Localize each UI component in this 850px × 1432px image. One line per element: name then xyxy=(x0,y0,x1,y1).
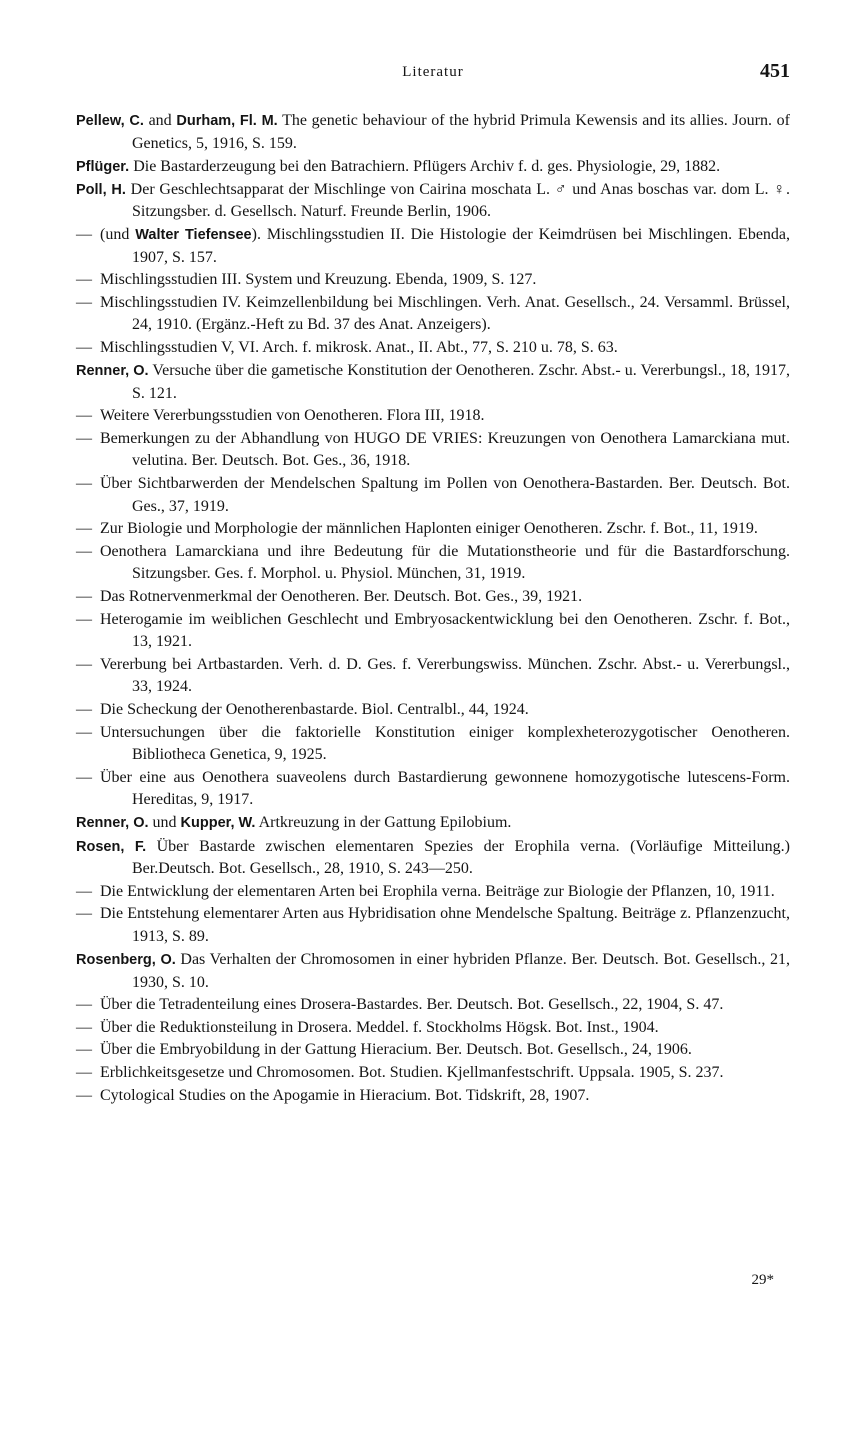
ditto-dash: — xyxy=(76,587,92,605)
entry-author: Renner, O. xyxy=(76,815,149,832)
entry-author: Renner, O. xyxy=(76,363,149,380)
bibliography-entry xyxy=(76,1085,790,1108)
bibliography-entry xyxy=(76,428,790,473)
entry-text: Das Rotnervenmerkmal der Oenotheren. Ber. Deutsch. Bot. Ges., 39, 1921. xyxy=(100,587,583,605)
printer-signature: 29* xyxy=(751,1272,774,1288)
entry-text: Über Bastarde zwischen elementaren Spezies der Erophila verna. (Vorläufige Mitteilung.) Ber.Deutsch. Bot. Gesellsch., 28, 1910, S. 243—250. xyxy=(132,837,791,878)
ditto-dash: — xyxy=(76,520,92,538)
ditto-dash: — xyxy=(76,882,92,900)
ditto-dash: — xyxy=(76,271,92,289)
bibliography-entry xyxy=(76,586,790,609)
entry-text: Erblichkeitsgesetze und Chromosomen. Bot. Studien. Kjellmanfestschrift. Uppsala. 1905, S. 237. xyxy=(100,1063,724,1081)
ditto-dash: — xyxy=(76,407,92,425)
ditto-dash: — xyxy=(76,655,92,673)
bibliography-entry xyxy=(76,994,790,1017)
bibliography-entry xyxy=(76,360,790,405)
entry-text: Oenothera Lamarckiana und ihre Bedeutung für die Mutationstheorie und für die Bastardforschung. Sitzungsber. Ges. f. Morphol. u. Physiol. München, 31, 1919. xyxy=(100,542,790,583)
bibliography-entry xyxy=(76,473,790,518)
entry-coauthor: Kupper, W. xyxy=(180,815,256,832)
bibliography-entry xyxy=(76,292,790,337)
entry-text: Über eine aus Oenothera suaveolens durch Bastardierung gewonnene homozygotische lutescens-Form. Hereditas, 9, 1917. xyxy=(100,768,790,809)
entry-text: Der Geschlechtsapparat der Mischlinge von Cairina moschata L. ♂ und Anas boschas var. dom L. ♀. Sitzungsber. d. Gesellsch. Naturf. Freunde Berlin, 1906. xyxy=(125,180,790,221)
page-number: 451 xyxy=(760,60,790,82)
entry-author: Rosen, F. xyxy=(76,838,147,855)
bibliography-entry xyxy=(76,224,790,269)
entry-coauthor: Durham, Fl. M. xyxy=(176,113,278,129)
ditto-dash: — xyxy=(76,338,92,356)
page-header xyxy=(76,60,790,90)
ditto-dash: — xyxy=(76,905,92,923)
ditto-dash: — xyxy=(76,723,92,741)
bibliography-entry xyxy=(76,903,790,948)
entry-text: The genetic behaviour of the hybrid Primula Kewensis and its allies. Journ. of Genetics, 5, 1916, S. 159. xyxy=(132,112,790,152)
entry-text: Die Entwicklung der elementaren Arten bei Erophila verna. Beiträge zur Biologie der Pflanzen, 10, 1911. xyxy=(100,882,775,900)
entry-text: Mischlingsstudien V, VI. Arch. f. mikrosk. Anat., II. Abt., 77, S. 210 u. 78, S. 63. xyxy=(100,338,618,356)
bibliography-entry xyxy=(76,881,790,904)
bibliography-entry xyxy=(76,269,790,292)
ditto-dash: — xyxy=(76,429,92,447)
entry-conjunction: und xyxy=(148,814,181,832)
bibliography-entry xyxy=(76,518,790,541)
entry-text: Versuche über die gametische Konstitution der Oenotheren. Zschr. Abst.- u. Vererbungsl., 18, 1917, S. 121. xyxy=(132,362,791,402)
entry-prefix: (und xyxy=(100,225,136,243)
bibliography-entry xyxy=(76,337,790,360)
entry-author: Rosenberg, O. xyxy=(76,951,176,968)
bibliography-entry xyxy=(76,1017,790,1040)
entry-text: Über Sichtbarwerden der Mendelschen Spaltung im Pollen von Oenothera-Bastarden. Ber. Deutsch. Bot. Ges., 37, 1919. xyxy=(100,475,790,515)
entry-text: Vererbung bei Artbastarden. Verh. d. D. Ges. f. Vererbungswiss. München. Zschr. Abst.- u. Vererbungsl., 33, 1924. xyxy=(100,655,790,696)
entry-text: Das Verhalten der Chromosomen in einer hybriden Pflanze. Ber. Deutsch. Bot. Gesellsch., 21, 1930, S. 10. xyxy=(132,950,790,991)
entry-text: Cytological Studies on the Apogamie in Hieracium. Bot. Tidskrift, 28, 1907. xyxy=(100,1086,590,1104)
entry-author: Pellew, C. xyxy=(76,113,144,129)
book-page xyxy=(76,60,790,1107)
entry-text: Zur Biologie und Morphologie der männlichen Haplonten einiger Oenotheren. Zschr. f. Bot., 11, 1919. xyxy=(100,520,758,538)
bibliography-entry xyxy=(76,110,790,155)
entry-author: Pflüger. xyxy=(76,158,130,175)
entry-text: Mischlingsstudien IV. Keimzellenbildung bei Mischlingen. Verh. Anat. Gesellsch., 24. Versamml. Brüssel, 24, 1910. (Ergänz.-Heft zu Bd. 37 des Anat. Anzeigers). xyxy=(100,293,790,334)
bibliography-entry xyxy=(76,654,790,699)
entry-text: Über die Reduktionsteilung in Drosera. Meddel. f. Stockholms Högsk. Bot. Inst., 1904. xyxy=(100,1018,659,1036)
bibliography-entry xyxy=(76,767,790,812)
ditto-dash: — xyxy=(76,768,92,786)
entry-text: Die Scheckung der Oenotherenbastarde. Biol. Centralbl., 44, 1924. xyxy=(100,700,529,718)
bibliography-list xyxy=(76,110,790,1107)
entry-text: ). Mischlingsstudien II. Die Histologie der Keimdrüsen bei Mischlingen. Ebenda, 1907, S. 157. xyxy=(132,225,791,266)
bibliography-entry xyxy=(76,156,790,179)
entry-text: Über die Embryobildung in der Gattung Hieracium. Ber. Deutsch. Bot. Gesellsch., 24, 1906. xyxy=(100,1041,692,1059)
entry-conjunction: and xyxy=(143,112,177,129)
entry-author: Walter Tiefensee xyxy=(135,226,252,243)
bibliography-entry xyxy=(76,405,790,428)
entry-text: Bemerkungen zu der Abhandlung von HUGO DE VRIES: Kreuzungen von Oenothera Lamarckiana mut. velutina. Ber. Deutsch. Bot. Ges., 36, 1918. xyxy=(100,429,790,470)
bibliography-entry xyxy=(76,949,790,994)
entry-author: Poll, H. xyxy=(76,181,126,198)
ditto-dash: — xyxy=(76,225,92,243)
bibliography-entry xyxy=(76,1039,790,1062)
entry-text: Mischlingsstudien III. System und Kreuzung. Ebenda, 1909, S. 127. xyxy=(100,271,537,289)
running-title: Literatur xyxy=(402,64,464,80)
bibliography-entry xyxy=(76,1062,790,1085)
entry-text: Untersuchungen über die faktorielle Konstitution einiger komplexheterozygotischer Oenotheren. Bibliotheca Genetica, 9, 1925. xyxy=(100,723,790,764)
entry-text: Die Entstehung elementarer Arten aus Hybridisation ohne Mendelsche Spaltung. Beiträge z. Pflanzenzucht, 1913, S. 89. xyxy=(100,905,790,945)
ditto-dash: — xyxy=(76,996,92,1014)
bibliography-entry xyxy=(76,609,790,654)
entry-text: Weitere Vererbungsstudien von Oenotheren. Flora III, 1918. xyxy=(100,407,485,425)
bibliography-entry xyxy=(76,722,790,767)
entry-text: Über die Tetradenteilung eines Drosera-Bastardes. Ber. Deutsch. Bot. Gesellsch., 22, 1904, S. 47. xyxy=(100,996,724,1014)
ditto-dash: — xyxy=(76,700,92,718)
ditto-dash: — xyxy=(76,1041,92,1059)
entry-text: Artkreuzung in der Gattung Epilobium. xyxy=(255,814,512,832)
ditto-dash: — xyxy=(76,1086,92,1104)
ditto-dash: — xyxy=(76,542,92,560)
ditto-dash: — xyxy=(76,293,92,311)
ditto-dash: — xyxy=(76,610,92,628)
bibliography-entry xyxy=(76,699,790,722)
ditto-dash: — xyxy=(76,1063,92,1081)
entry-text: Die Bastarderzeugung bei den Batrachiern. Pflügers Archiv f. d. ges. Physiologie, 29, 1882. xyxy=(129,157,721,175)
ditto-dash: — xyxy=(76,1018,92,1036)
entry-text: Heterogamie im weiblichen Geschlecht und Embryosackentwicklung bei den Oenotheren. Zschr. f. Bot., 13, 1921. xyxy=(100,610,790,651)
bibliography-entry xyxy=(76,812,790,835)
ditto-dash: — xyxy=(76,475,92,492)
bibliography-entry xyxy=(76,836,790,881)
bibliography-entry xyxy=(76,541,790,586)
bibliography-entry xyxy=(76,179,790,224)
